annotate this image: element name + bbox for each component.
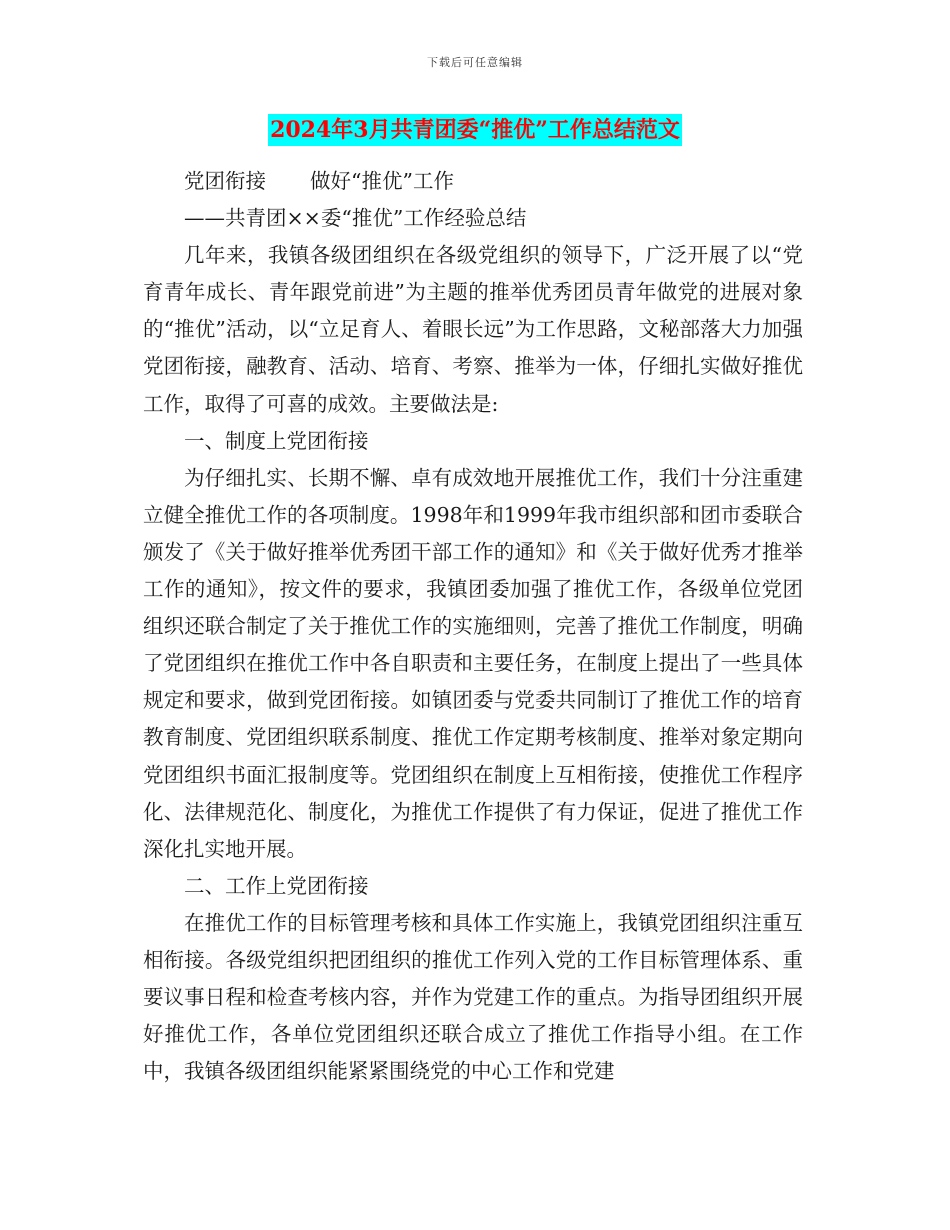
subtitle-part2: 做好“推优”工作 bbox=[310, 169, 454, 193]
header-note: 下载后可任意编辑 bbox=[427, 56, 523, 69]
subtitle-line2: ——共青团××委“推优”工作经验总结 bbox=[184, 206, 527, 231]
document-title: 2024年3月共青团委“推优”工作总结范文 bbox=[268, 114, 682, 146]
section-heading-1: 一、制度上党团衔接 bbox=[184, 428, 369, 453]
section-heading-2: 二、工作上党团衔接 bbox=[184, 873, 369, 898]
paragraph-intro: 几年来，我镇各级团组织在各级党组织的领导下，广泛开展了以“党育青年成长、青年跟党前进”为主题的推举优秀团员青年做党的进展对象的“推优”活动，以“立足育人、着眼长远”为工作思路，文秘部落大力加强党团衔接，融教育、活动、培育、考察、推举为一体，仔细扎实做好推优工作，取得了可喜的成效。主要做法是: bbox=[143, 243, 803, 416]
subtitle-part1: 党团衔接 bbox=[184, 169, 266, 193]
subtitle-line bbox=[143, 163, 803, 200]
paragraph-section2: 在推优工作的目标管理考核和具体工作实施上，我镇党团组织注重互相衔接。各级党组织把团组织的推优工作列入党的工作目标管理体系、重要议事日程和检查考核内容，并作为党建工作的重点。为指导团组织开展好推优工作，各单位党团组织还联合成立了推优工作指导小组。在工作中，我镇各级团组织能紧紧围绕党的中心工作和党建 bbox=[143, 910, 803, 1084]
paragraph-section1: 为仔细扎实、长期不懈、卓有成效地开展推优工作，我们十分注重建立健全推优工作的各项制度。1998年和1999年我市组织部和团市委联合颁发了《关于做好推举优秀团干部工作的通知》和《关于做好优秀才推举工作的通知》，按文件的要求，我镇团委加强了推优工作，各级单位党团组织还联合制定了关于推优工作的实施细则，完善了推优工作制度，明确了党团组织在推优工作中各自职责和主要任务，在制度上提出了一些具体规定和要求，做到党团衔接。如镇团委与党委共同制订了推优工作的培育教育制度、党团组织联系制度、推优工作定期考核制度、推举对象定期向党团组织书面汇报制度等。党团组织在制度上互相衔接，使推优工作程序化、法律规范化、制度化，为推优工作提供了有力保证，促进了推优工作深化扎实地开展。 bbox=[143, 465, 803, 861]
document-body bbox=[143, 163, 803, 1090]
title-container bbox=[0, 114, 950, 146]
